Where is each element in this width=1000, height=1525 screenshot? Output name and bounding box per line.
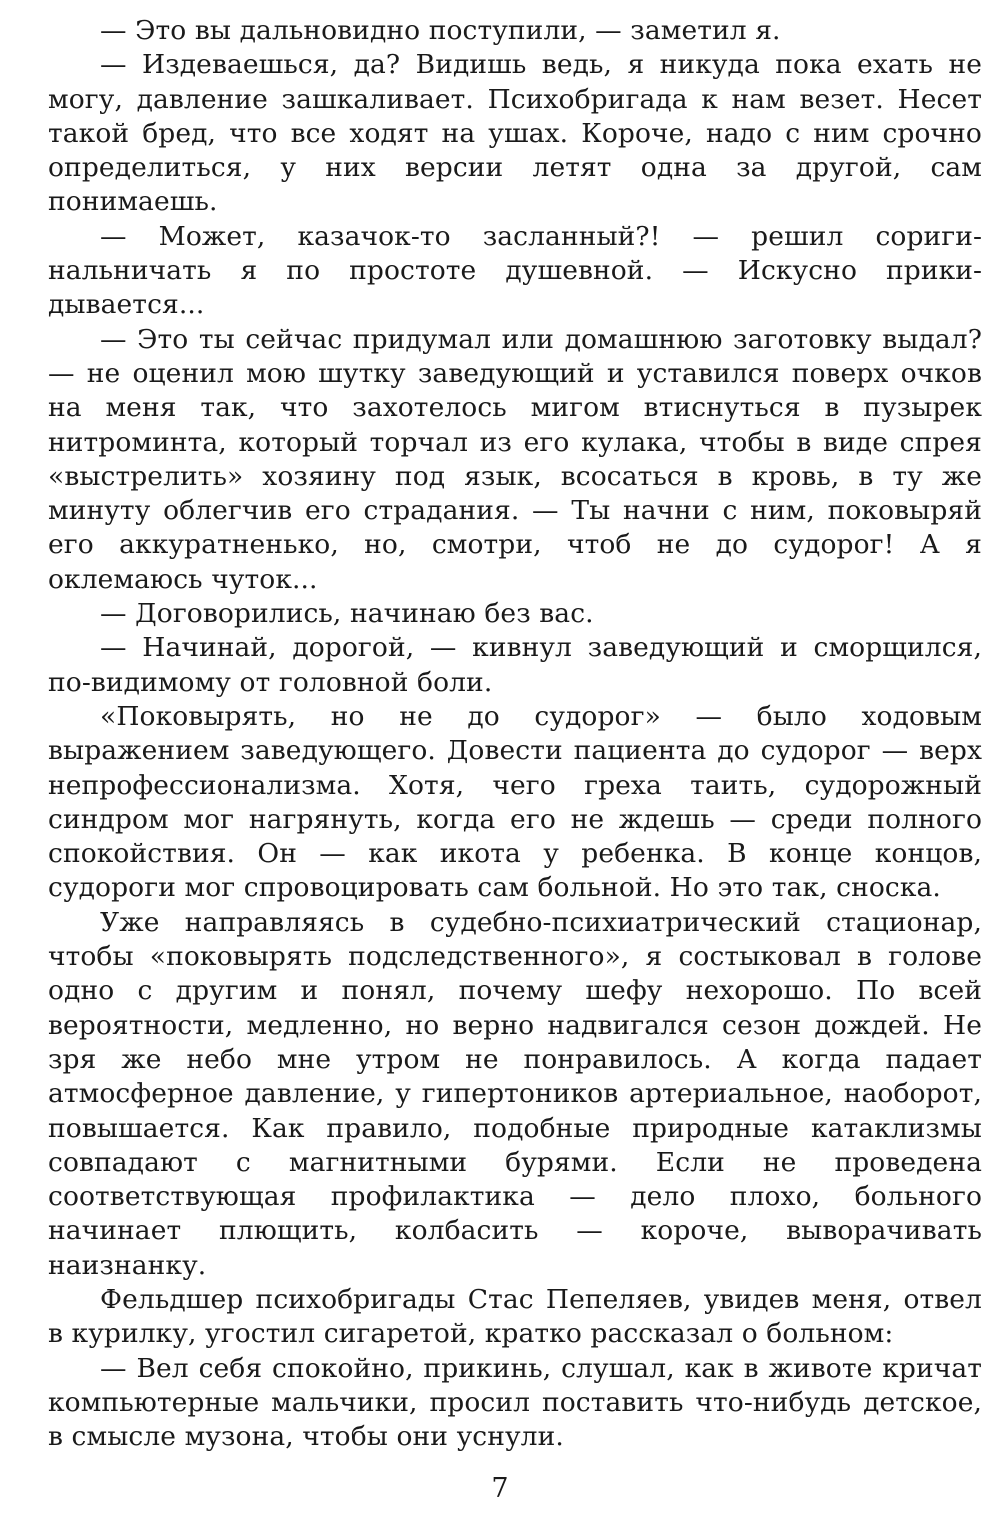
paragraph: — Это ты сейчас придумал или домашнюю заготовку выдал? — не оценил мою шутку заведующий и уставился поверх очков на меня так, что захотелось мигом втиснуться в пузырек нитроминта, который торчал из его кулака, чтобы в виде спрея «выстрелить» хозяину под язык, всосаться в кровь, в ту же минуту облегчив его страдания. — Ты начни с ним, поковыряй его аккуратненько, но, смотри, чтоб не до судорог! А я оклемаюсь чуток... bbox=[48, 323, 982, 595]
page-number: 7 bbox=[491, 1473, 509, 1504]
paragraph: — Может, казачок-то засланный?! — решил соригинальничать я по простоте душевной. — Искусно прикидывается... bbox=[48, 220, 982, 321]
paragraph: «Поковырять, но не до судорог» — было ходовым выражением заведующего. Довести пациента до судорог — верх непрофессионализма. Хотя, чего греха таить, судорожный синдром мог нагрянуть, когда его не ждешь — среди полного спокойствия. Он — как икота у ребенка. В конце концов, судороги мог спровоцировать сам больной. Но это так, сноска. bbox=[48, 700, 982, 904]
paragraph: Фельдшер психобригады Стас Пепеляев, увидев меня, отвел в курилку, угостил сигаретой, кратко рассказал о больном: bbox=[48, 1283, 982, 1350]
paragraph: — Начинай, дорогой, — кивнул заведующий и сморщился, по-видимому от головной боли. bbox=[48, 632, 982, 698]
paragraph: — Вел себя спокойно, прикинь, слушал, как в животе кричат компьютерные мальчики, просил поставить что-нибудь детское, в смысле музона, чтобы они уснули. bbox=[48, 1352, 982, 1453]
paragraph: — Договорились, начинаю без вас. bbox=[100, 598, 594, 630]
book-page bbox=[48, 14, 982, 1454]
paragraph: — Издеваешься, да? Видишь ведь, я никуда пока ехать не могу, давление зашкаливает. Психобригада к нам везет. Несет такой бред, что все ходят на ушах. Короче, надо с ним срочно определиться, у них версии летят одна за другой, сам понимаешь. bbox=[48, 49, 982, 218]
paragraph: Уже направляясь в судебно-психиатрический стационар, чтобы «поковырять подследственного», я состыковал в голове одно с другим и понял, почему шефу нехорошо. По всей вероятности, медленно, но верно надвигался сезон дождей. Не зря же небо мне утром не понравилось. А когда падает атмосферное давление, у гипертоников артериальное, наоборот, повышается. Как правило, подобные природные катаклизмы совпадают с магнитными бурями. Если не проведена соответствующая профилактика — дело плохо, больного начинает плющить, колбасить — короче, выворачивать наизнанку. bbox=[48, 906, 982, 1281]
paragraph: — Это вы дальновидно поступили, — заметил я. bbox=[100, 15, 781, 46]
